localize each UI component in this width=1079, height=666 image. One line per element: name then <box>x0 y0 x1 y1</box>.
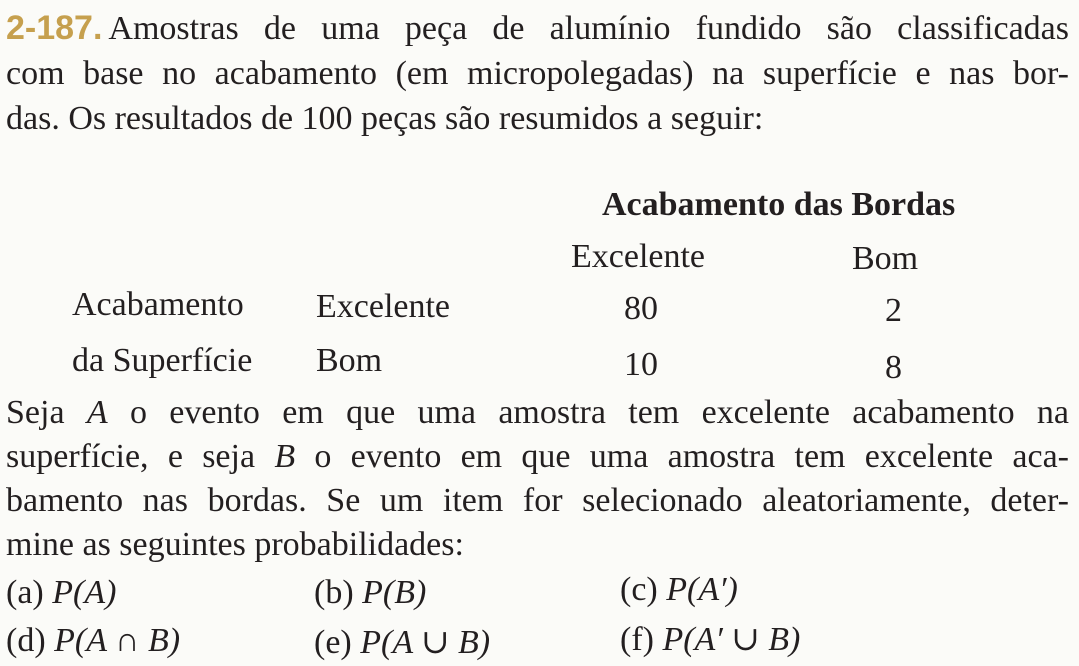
table-cell: 80 <box>624 290 658 327</box>
answer-label: (f) <box>620 621 654 658</box>
answer-expression: P(A ∩ B) <box>54 622 181 659</box>
answer-expression: P(A′ ∪ B) <box>662 621 801 658</box>
intro-line-2: com base no acabamento (em micropolegadas) na superfície e nas bor- <box>6 55 1069 92</box>
intro-line-3: das. Os resultados de 100 peças são resumidos a seguir: <box>6 100 764 137</box>
answer-label: (c) <box>620 571 658 608</box>
table-column-header-bom: Bom <box>852 240 919 277</box>
answer-expression: P(A) <box>52 574 117 611</box>
answer-e <box>314 622 490 662</box>
question-line-2-a: superfície, e seja <box>6 438 275 475</box>
table-row-label-bom: Bom <box>316 342 383 379</box>
question-line-2-b: o evento em que uma amostra tem excelente aca- <box>295 438 1069 475</box>
answer-d <box>6 622 180 660</box>
answer-label: (d) <box>6 622 46 659</box>
problem-intro <box>6 6 1069 141</box>
question-line-2 <box>6 435 1069 479</box>
table-cell: 2 <box>885 292 902 329</box>
answer-f <box>620 619 800 659</box>
answer-a <box>6 574 116 612</box>
answer-expression: P(B) <box>362 574 427 611</box>
question-line-1-a: Seja <box>6 394 87 431</box>
question-line-3: bamento nas bordas. Se um item for selecionado aleatoriamente, deter- <box>6 482 1069 519</box>
answer-label: (e) <box>314 624 352 661</box>
answer-label: (b) <box>314 574 354 611</box>
table-row-label-excelente: Excelente <box>316 288 451 325</box>
question-line-4: mine as seguintes probabilidades: <box>6 526 464 563</box>
answer-expression: P(A ∪ B) <box>360 624 491 661</box>
event-a-symbol: A <box>86 394 108 431</box>
table-cell: 10 <box>624 346 658 383</box>
table-row-group-label-1: Acabamento <box>72 286 244 323</box>
table-cell: 8 <box>885 349 902 386</box>
problem-number: 2-187. <box>6 9 103 47</box>
event-b-symbol: B <box>274 438 296 475</box>
answer-b <box>314 574 426 612</box>
answer-c <box>620 571 738 609</box>
question-line-1 <box>6 391 1069 435</box>
answer-label: (a) <box>6 574 44 611</box>
table-row-group-label-2: da Superfície <box>72 342 253 379</box>
table-column-header-excelente: Excelente <box>571 238 706 275</box>
answer-expression: P(A′) <box>666 571 738 608</box>
intro-line-1 <box>6 6 1069 51</box>
question-line-1-b: o evento em que uma amostra tem excelente acabamento na <box>107 394 1069 431</box>
intro-text-1: Amostras de uma peça de alumínio fundido são classificadas <box>108 10 1069 47</box>
question-text <box>6 391 1069 567</box>
table-column-group-header: Acabamento das Bordas <box>602 186 956 223</box>
